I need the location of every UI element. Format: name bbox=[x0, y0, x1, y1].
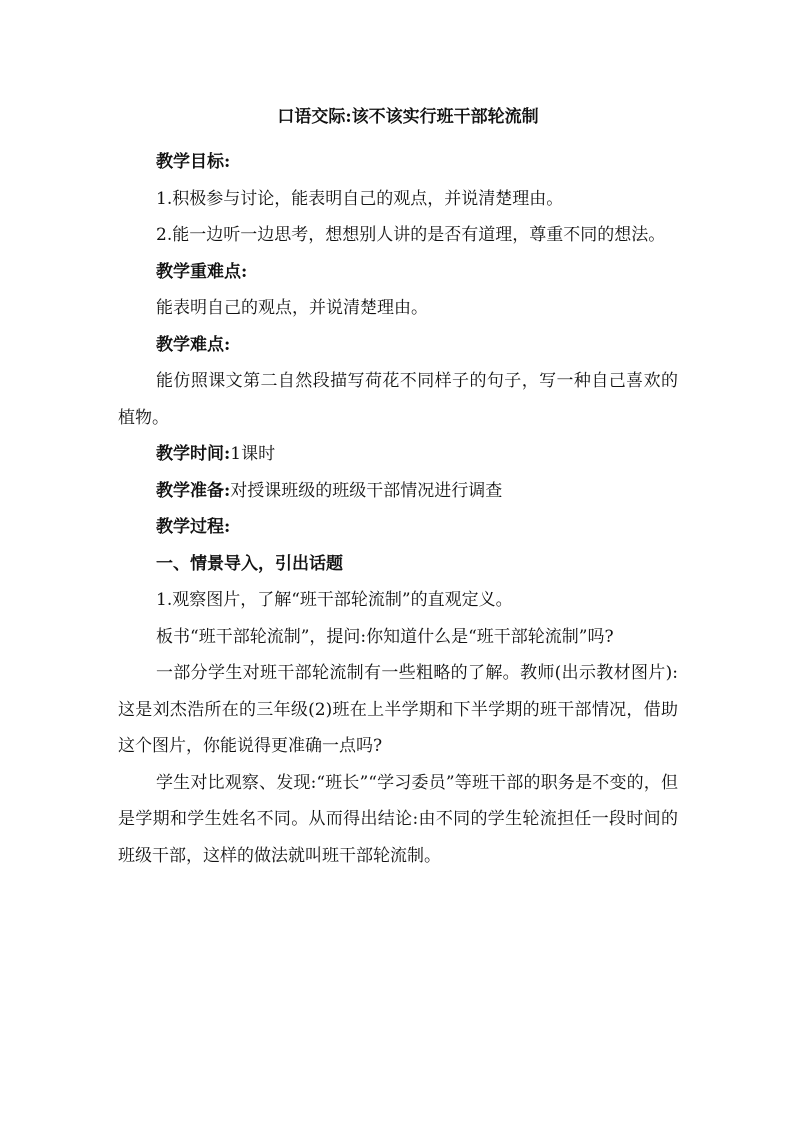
teaching-time-value: 1课时 bbox=[230, 444, 276, 464]
teaching-preparation bbox=[118, 473, 678, 510]
teaching-goal-1: 1.积极参与讨论，能表明自己的观点，并说清楚理由。 bbox=[156, 188, 564, 209]
difficulty-text: 能仿照课文第二自然段描写荷花不同样子的句子，写一种自己喜欢的植物。 bbox=[118, 371, 678, 428]
teaching-process-heading: 教学过程: bbox=[156, 517, 231, 537]
section-1-heading: 一、情景导入，引出话题 bbox=[156, 553, 343, 574]
teaching-preparation-label: 教学准备: bbox=[156, 480, 231, 501]
paragraph-student-understanding: 一部分学生对班干部轮流制有一些粗略的了解。教师(出示教材图片):这是刘杰浩所在的三年级(2)班在上半学期和下半学期的班干部情况，借助这个图片，你能说得更准确一点吗? bbox=[118, 663, 678, 756]
teaching-time bbox=[118, 436, 678, 473]
paragraph-observation-conclusion: 学生对比观察、发现:“班长”“学习委员”等班干部的职务是不变的，但是学期和学生姓名不同。从而得出结论:由不同的学生轮流担任一段时间的班级干部，这样的做法就叫班干部轮流制。 bbox=[118, 772, 678, 866]
teaching-preparation-value: 对授课班级的班级干部情况进行调查 bbox=[230, 480, 503, 501]
step-1-text: 1.观察图片，了解“班干部轮流制”的直观定义。 bbox=[156, 590, 513, 610]
teaching-goals-heading: 教学目标: bbox=[156, 152, 231, 172]
key-points-heading: 教学重难点: bbox=[156, 261, 248, 282]
difficulty-heading: 教学难点: bbox=[156, 334, 231, 355]
teaching-goal-2: 2.能一边听一边思考，想想别人讲的是否有道理，尊重不同的想法。 bbox=[156, 225, 666, 245]
blackboard-question: 板书“班干部轮流制”，提问:你知道什么是“班干部轮流制”吗? bbox=[156, 626, 614, 647]
key-points-text: 能表明自己的观点，并说清楚理由。 bbox=[156, 298, 428, 318]
teaching-time-label: 教学时间: bbox=[156, 444, 231, 464]
document-page bbox=[118, 105, 678, 874]
document-title: 口语交际:该不该实行班干部轮流制 bbox=[277, 107, 539, 127]
